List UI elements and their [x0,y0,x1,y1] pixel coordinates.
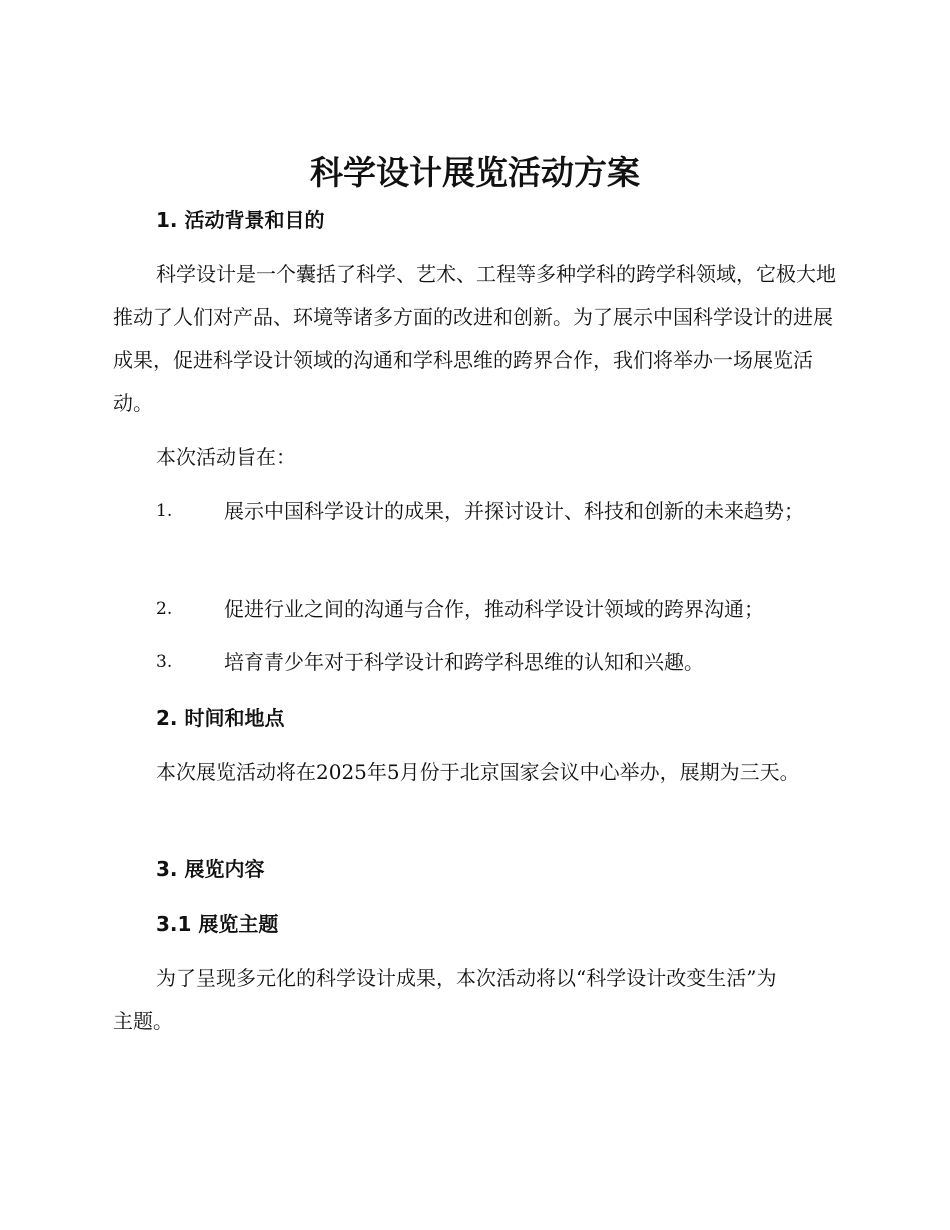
goal-text: 促进行业之间的沟通与合作，推动科学设计领域的跨界沟通； [224,597,764,621]
paragraph-exhibition-theme: 为了呈现多元化的科学设计成果，本次活动将以“科学设计改变生活”为主题。 [113,966,777,1033]
paragraph-background: 科学设计是一个囊括了科学、艺术、工程等多种学科的跨学科领域，它极大地推动了人们对产品、环境等诸多方面的改进和创新。为了展示中国科学设计的进展成果，促进科学设计领域的沟通和学科思维的跨界合作，我们将举办一场展览活动。 [113,262,836,415]
goal-number: 1. [156,501,173,521]
goal-number: 2. [156,599,173,619]
goal-text: 展示中国科学设计的成果，并探讨设计、科技和创新的未来趋势； [224,499,804,523]
section-heading-exhibition-content: 3. 展览内容 [156,857,265,881]
section-heading-exhibition-theme: 3.1 展览主题 [156,912,279,936]
paragraph-time-place: 本次展览活动将在2025年5月份于北京国家会议中心举办，展期为三天。 [156,760,800,784]
section-heading-time-place: 2. 时间和地点 [156,706,285,730]
goal-item-2 [113,588,838,631]
goal-number: 3. [156,652,173,672]
goal-item-1 [113,490,838,533]
goal-text: 培育青少年对于科学设计和跨学科思维的认知和兴趣。 [224,650,704,674]
paragraph-goals-intro: 本次活动旨在： [156,445,296,469]
goal-item-3 [113,641,838,684]
section-heading-background: 1. 活动背景和目的 [156,208,325,232]
document-title: 科学设计展览活动方案 [310,153,640,192]
